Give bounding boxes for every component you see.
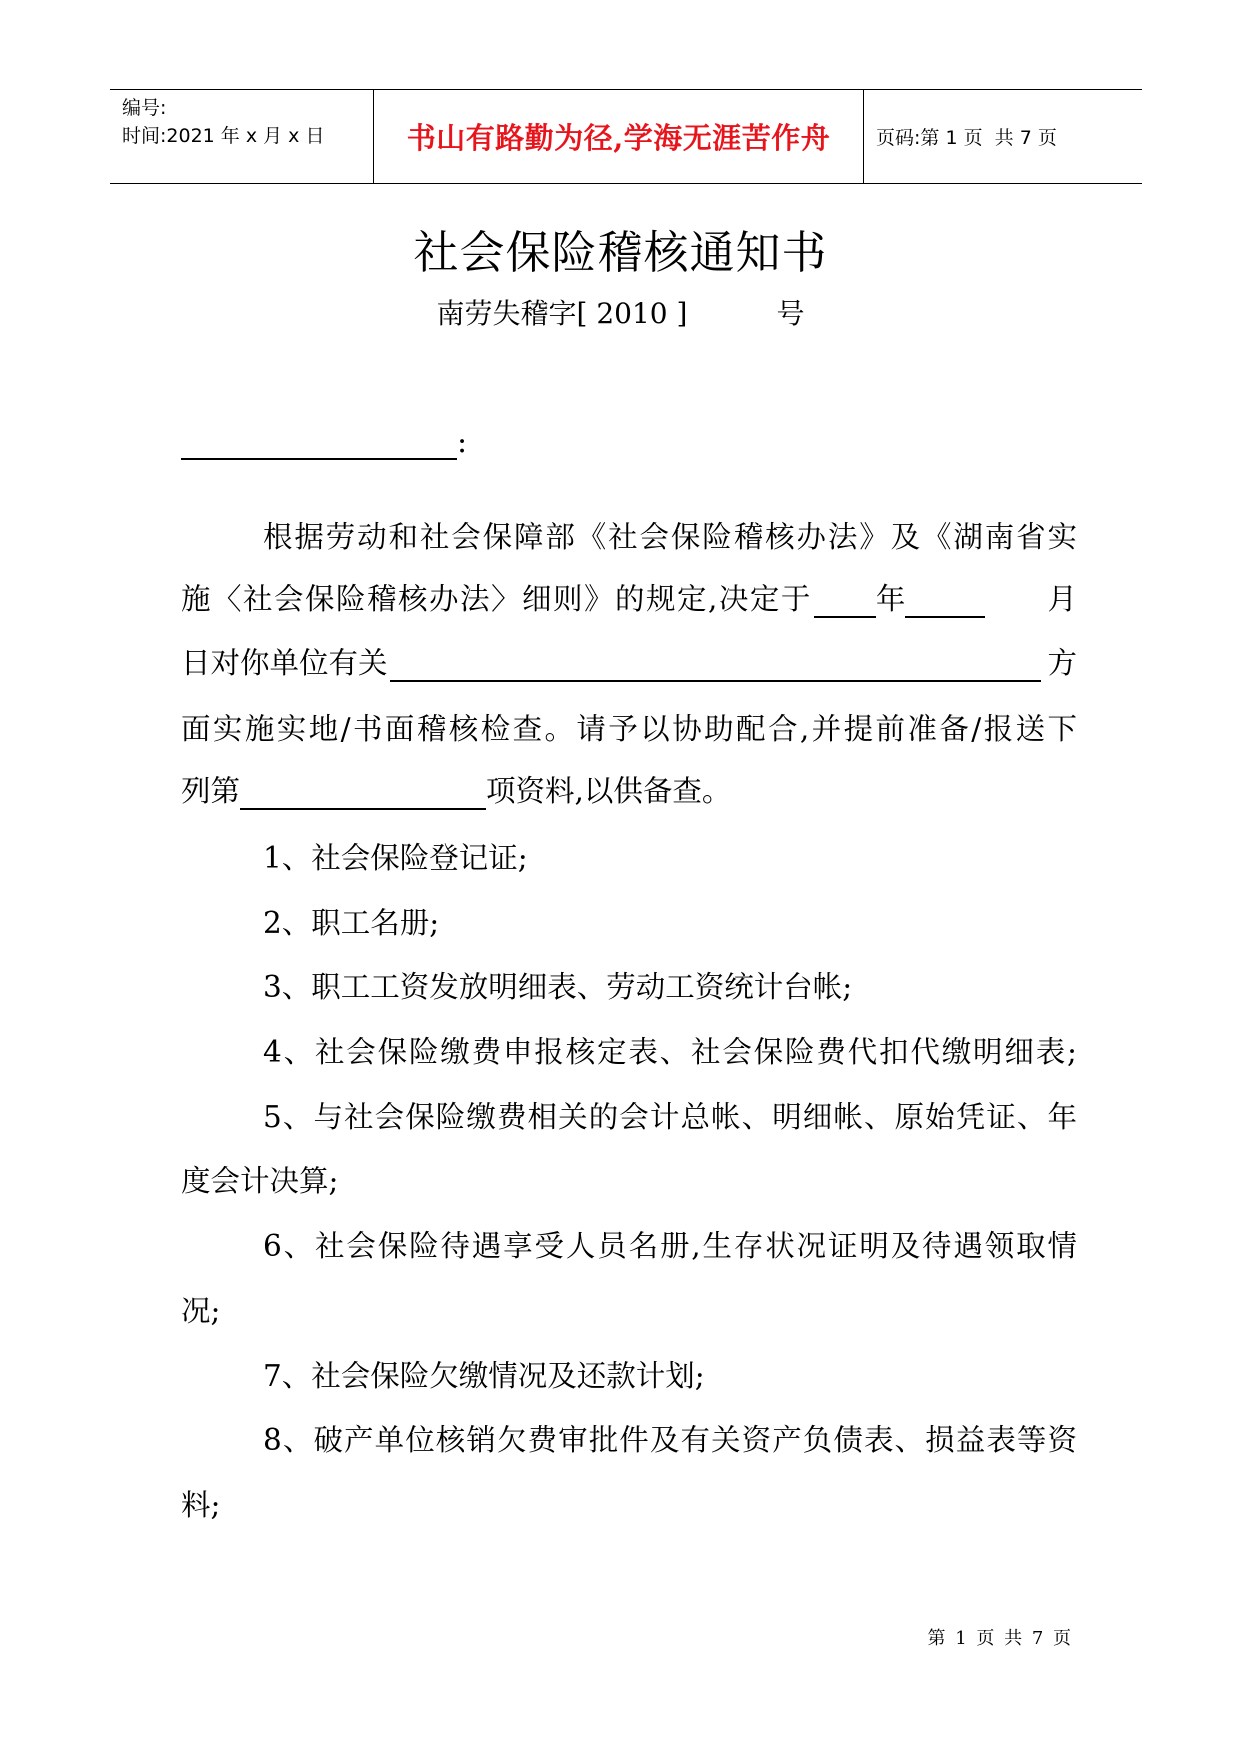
list-item-5-cont: 度会计决算; [181, 1164, 339, 1198]
paragraph-line-3 [181, 642, 1077, 682]
list-item-8-cont: 料; [181, 1488, 221, 1522]
list-item-4: 4、社会保险缴费申报核定表、社会保险费代扣代缴明细表; [263, 1035, 1077, 1069]
time-label: 时间:2021 年 x 月 x 日 [122, 125, 325, 147]
paragraph-line-3-end: 方 [1047, 646, 1077, 680]
number-label: 编号: [122, 97, 167, 119]
page-label-cell [864, 90, 1142, 183]
list-item-6-cont: 况; [181, 1294, 221, 1328]
page-footer: 第 1 页 共 7 页 [927, 1628, 1073, 1649]
document-number: 南劳失稽字[ 2010 ] 号 [436, 297, 805, 330]
year-label: 年 [875, 582, 906, 616]
list-item-8: 8、破产单位核销欠费审批件及有关资产负债表、损益表等资 [263, 1423, 1077, 1457]
list-item-2: 2、职工名册; [263, 906, 440, 940]
year-blank [814, 586, 876, 618]
paragraph-line-2 [181, 578, 1077, 618]
paragraph-line-1: 根据劳动和社会保障部《社会保险稽核办法》及《湖南省实 [263, 520, 1077, 554]
motto-text: 书山有路勤为径,学海无涯苦作舟 [406, 121, 831, 155]
paragraph-line-3-text: 日对你单位有关 [181, 646, 388, 680]
paragraph-line-5 [181, 770, 1077, 810]
addressee-colon: : [457, 425, 468, 460]
addressee-blank [181, 428, 457, 460]
list-item-7: 7、社会保险欠缴情况及还款计划; [263, 1359, 705, 1393]
paragraph-line-2-text: 施〈社会保险稽核办法〉细则》的规定,决定于 [181, 582, 812, 616]
month-label: 月 [1047, 582, 1077, 616]
paragraph-line-4: 面实施实地/书面稽核检查。请予以协助配合,并提前准备/报送下 [181, 712, 1077, 746]
list-item-5: 5、与社会保险缴费相关的会计总帐、明细帐、原始凭证、年 [263, 1100, 1077, 1134]
list-item-1: 1、社会保险登记证; [263, 841, 528, 875]
addressee-line [181, 425, 467, 460]
page-label: 页码:第 1 页 共 7 页 [876, 127, 1057, 149]
header-left-cell [110, 90, 374, 183]
list-item-3: 3、职工工资发放明细表、劳动工资统计台帐; [263, 970, 853, 1004]
paragraph-line-5-end: 项资料,以供备查。 [486, 774, 732, 808]
items-blank [240, 778, 486, 810]
list-item-6: 6、社会保险待遇享受人员名册,生存状况证明及待遇领取情 [263, 1229, 1077, 1263]
header-table [110, 89, 1142, 184]
aspect-blank [390, 650, 1042, 682]
paragraph-line-5-text: 列第 [181, 774, 241, 808]
motto-cell [374, 90, 864, 183]
document-title: 社会保险稽核通知书 [413, 226, 828, 279]
month-blank [905, 586, 985, 618]
